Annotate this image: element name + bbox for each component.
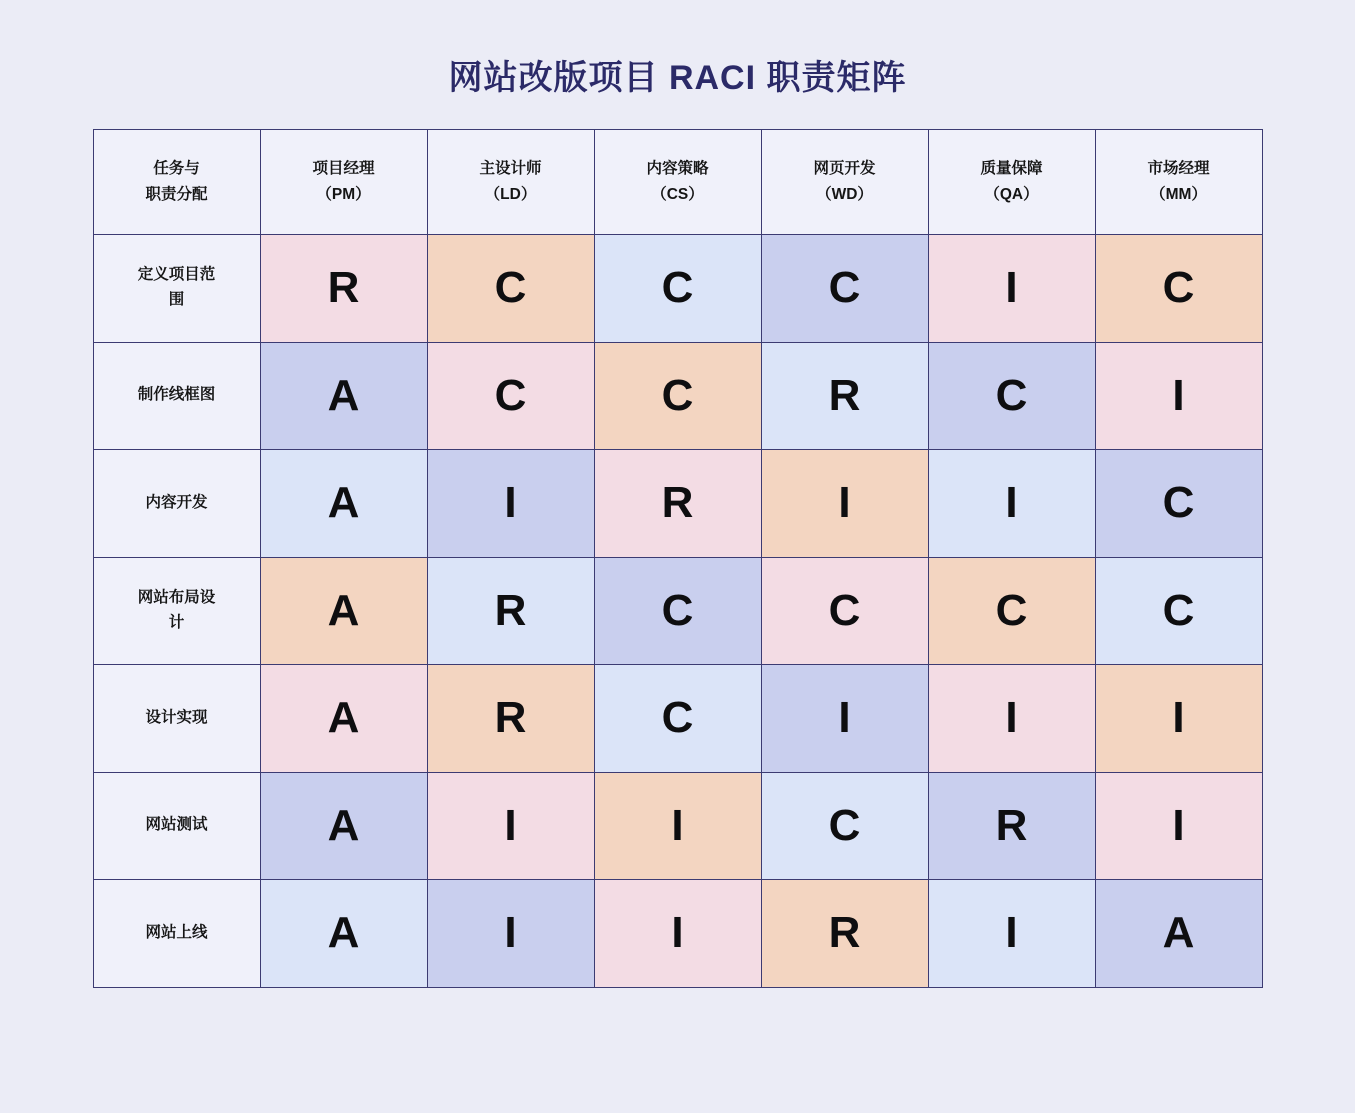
column-header-abbr: （CS） xyxy=(651,186,704,203)
raci-cell: I xyxy=(762,450,929,558)
raci-cell: I xyxy=(595,880,762,988)
page xyxy=(0,50,1355,988)
task-label: 制作线框图 xyxy=(137,386,216,404)
raci-cell: C xyxy=(1096,450,1263,558)
column-header-abbr: （LD） xyxy=(484,186,537,203)
raci-cell: I xyxy=(929,665,1096,773)
raci-cell: R xyxy=(428,665,595,773)
task-label: 设计实现 xyxy=(145,708,208,726)
column-header xyxy=(762,130,929,235)
raci-cell: I xyxy=(929,450,1096,558)
task-label: 内容开发 xyxy=(145,493,208,511)
raci-cell: R xyxy=(762,343,929,451)
raci-cell: I xyxy=(428,450,595,558)
task-cell xyxy=(94,880,261,988)
column-header xyxy=(929,130,1096,235)
raci-cell: I xyxy=(1096,343,1263,451)
raci-cell: C xyxy=(428,235,595,343)
corner-header-cell xyxy=(94,130,261,235)
column-header-role: 主设计师 xyxy=(479,160,542,178)
task-label: 网站上线 xyxy=(145,923,208,941)
raci-cell: A xyxy=(261,450,428,558)
column-header xyxy=(261,130,428,235)
column-header xyxy=(595,130,762,235)
column-header-abbr: （MM） xyxy=(1150,186,1207,203)
raci-cell: C xyxy=(929,558,1096,666)
raci-cell: C xyxy=(762,773,929,881)
raci-cell: A xyxy=(261,773,428,881)
task-label: 网站测试 xyxy=(145,816,208,834)
raci-cell: C xyxy=(595,558,762,666)
raci-cell: I xyxy=(929,235,1096,343)
column-header-role: 质量保障 xyxy=(980,160,1043,178)
task-cell xyxy=(94,450,261,558)
raci-cell: I xyxy=(595,773,762,881)
task-cell xyxy=(94,235,261,343)
raci-cell: C xyxy=(762,558,929,666)
raci-cell: C xyxy=(595,665,762,773)
raci-cell: A xyxy=(261,343,428,451)
column-header-role: 网页开发 xyxy=(813,160,876,178)
raci-cell: I xyxy=(1096,773,1263,881)
raci-cell: I xyxy=(1096,665,1263,773)
raci-cell: C xyxy=(1096,558,1263,666)
column-header-role: 内容策略 xyxy=(646,160,709,178)
task-label: 网站布局设计 xyxy=(137,588,216,631)
column-header-abbr: （PM） xyxy=(316,186,371,203)
raci-cell: R xyxy=(428,558,595,666)
raci-cell: C xyxy=(762,235,929,343)
task-cell xyxy=(94,773,261,881)
raci-cell: A xyxy=(261,665,428,773)
raci-cell: I xyxy=(428,880,595,988)
raci-cell: A xyxy=(261,558,428,666)
raci-cell: C xyxy=(428,343,595,451)
raci-cell: C xyxy=(595,235,762,343)
raci-cell: I xyxy=(762,665,929,773)
raci-cell: I xyxy=(929,880,1096,988)
column-header xyxy=(428,130,595,235)
task-cell xyxy=(94,558,261,666)
raci-cell: R xyxy=(261,235,428,343)
column-header-abbr: （WD） xyxy=(816,186,873,203)
raci-cell: C xyxy=(929,343,1096,451)
column-header-role: 市场经理 xyxy=(1147,160,1210,178)
page-title: 网站改版项目 RACI 职责矩阵 xyxy=(448,59,907,97)
column-header-abbr: （QA） xyxy=(984,186,1039,203)
raci-cell: C xyxy=(1096,235,1263,343)
column-header xyxy=(1096,130,1263,235)
task-cell xyxy=(94,665,261,773)
task-cell xyxy=(94,343,261,451)
raci-cell: I xyxy=(428,773,595,881)
task-label: 定义项目范围 xyxy=(137,266,216,309)
raci-cell: R xyxy=(762,880,929,988)
raci-matrix xyxy=(93,129,1263,988)
raci-cell: R xyxy=(929,773,1096,881)
raci-cell: A xyxy=(261,880,428,988)
corner-header-line1: 任务与 xyxy=(153,160,200,178)
corner-header-line2: 职责分配 xyxy=(145,186,208,203)
raci-cell: C xyxy=(595,343,762,451)
raci-cell: R xyxy=(595,450,762,558)
column-header-role: 项目经理 xyxy=(312,160,375,178)
raci-cell: A xyxy=(1096,880,1263,988)
